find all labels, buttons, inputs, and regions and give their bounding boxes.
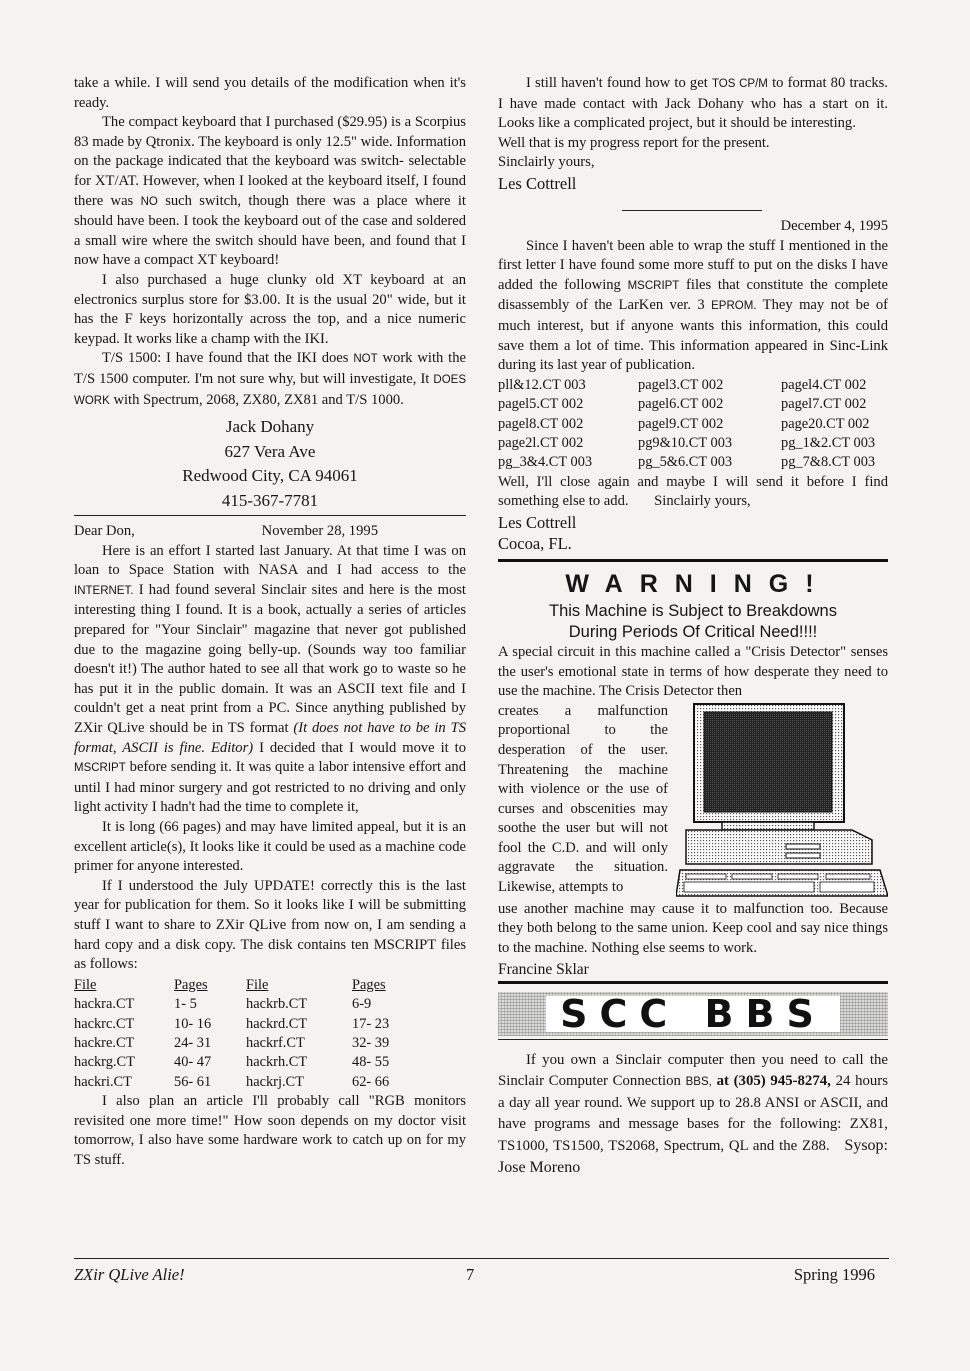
letter-header bbox=[74, 522, 466, 542]
letter-date: November 28, 1995 bbox=[261, 523, 378, 540]
paragraph: If you own a Sinclair computer then you need to call the Sinclair Computer Connection BBS, at (305) 945-8274, 24 hours a day all year round. We support up to 28.8 ANSI or ASCII, and have programs and message bases for the following: ZX81, TS1000, TS1500, TS2068, Spectrum, QL and the Z88. Sysop: Jose Moreno bbox=[498, 1051, 888, 1176]
closing: Sinclairly yours, bbox=[498, 154, 595, 171]
paragraph: It is long (66 pages) and may have limited appeal, but it is an excellent article(s), It looks like it could be used as a machine code primer for anyone interested. bbox=[74, 819, 466, 875]
paragraph: Since I haven't been able to wrap the stuff I mentioned in the first letter I have found some more stuff to put on the disks I have added the following MSCRIPT files that constitute the complete disassembly of the LarKen ver. 3 EPROM. They may not be of much interest, but if anyone wants this information, this could save them a lot of time. This information appeared in Sinc-Link during its last year of publication. bbox=[498, 237, 888, 374]
signature-city: Cocoa, FL. bbox=[498, 533, 572, 553]
paragraph: creates a malfunction proportional to the desperation of the user. Threatening the machine with violence or the use of curses and obscenities may soothe the user but will not fool the C.D. and will only aggravate the situation. Likewise, attempts to bbox=[498, 702, 668, 896]
bbs-banner-box bbox=[546, 991, 840, 1036]
signature: Les Cottrell bbox=[498, 173, 577, 193]
warning-subtitle: During Periods Of Critical Need!!!! bbox=[568, 622, 818, 641]
letter-date: December 4, 1995 bbox=[780, 217, 888, 234]
paragraph: I also purchased a huge clunky old XT keyboard at an electronics surplus store for $3.00. It is the usual 20" wide, but it has the F keys horizontally across the top, and a nice numeric keypad. It works like a champ with the IKI. bbox=[74, 271, 466, 347]
paragraph: A special circuit in this machine called a "Crisis Detector" senses the user's emotional state in terms of how desperate they need to use the machine. The Crisis Detector then bbox=[498, 643, 888, 700]
paragraph: I still haven't found how to get TOS CP/M to format 80 tracks. I have made contact with Jack Dohany who has a start on it. Looks like a complicated project, but it should be interesting. bbox=[498, 75, 888, 132]
footer-issue: Spring 1996 bbox=[793, 1265, 875, 1284]
greeting: Dear Don, bbox=[74, 523, 135, 540]
paragraph: T/S 1500: I have found that the IKI does NOT work with the T/S 1500 computer. I'm not sure why, but will investigate, It DOES WORK with Spectrum, 2068, ZX80, ZX81 and T/S 1000. bbox=[74, 350, 467, 408]
table-row: hackrc.CT 10- 16 hackrd.CT 17- 23 bbox=[74, 1015, 390, 1032]
page-number: 7 bbox=[466, 1265, 475, 1284]
table-row: pagel8.CT 002 pagel9.CT 002 page20.CT 002 bbox=[498, 415, 870, 432]
address-city: Redwood City, CA 94061 bbox=[182, 466, 358, 486]
bbs-banner bbox=[498, 992, 888, 1036]
paragraph: Here is an effort I started last January. At that time I was on loan to Space Station with NASA and I had access to the INTERNET. I had found several Sinclair sites and here is the most interesting thing I found. It is a book, actually a series of articles prepared for "Your Sinclair" magazine that never got published due to the magazine going belly-up. (Sounds way too familiar doesn't it!) The author hated to see all that work go to waste so he has put it in the public domain. It was an ASCII text file and I couldn't get a neat print from a PC. Since anything published by ZXir QLive should be in TS format (It does not have to be in TS format, ASCII is fine. Editor) I decided that I would move it to MSCRIPT before sending it. It was quite a labor intensive effort and until I had minor surgery and got restricted to no driving and only light activity I hadn't had the time to complete it, bbox=[74, 542, 466, 816]
warning-title: WARNING! bbox=[565, 569, 831, 598]
paragraph: I also plan an article I'll probably call "RGB monitors revisited one more time!" How soon depends on my doctor visit tomorrow, I also have some hardware work to catch up on for my TS stuff. bbox=[74, 1093, 466, 1168]
table-row: hackrg.CT 40- 47 hackrh.CT 48- 55 bbox=[74, 1054, 390, 1071]
page-footer bbox=[74, 1258, 889, 1284]
col-header: Pages bbox=[352, 976, 386, 993]
table-row: hackra.CT 1- 5 hackrb.CT 6-9 bbox=[74, 996, 372, 1013]
paragraph: If I understood the July UPDATE! correctly this is the last year for publication for them. So it looks like I will be submitting stuff I want to share to ZXir QLive from now on, I am sending a hard copy and a disk copy. The disk contains ten MSCRIPT files as follows: bbox=[74, 877, 466, 973]
bbs-banner-text: SCC BBS bbox=[560, 991, 826, 1036]
address-name: Jack Dohany bbox=[225, 417, 315, 437]
warning-subtitle: This Machine is Subject to Breakdowns bbox=[549, 601, 837, 620]
left-column bbox=[74, 74, 466, 1171]
computer-illustration bbox=[676, 702, 888, 898]
sysop: Sysop: Jose Moreno bbox=[498, 1136, 888, 1176]
right-column bbox=[498, 74, 888, 1179]
address-block bbox=[74, 415, 466, 513]
table-row: page2l.CT 002 pg9&10.CT 003 pg_1&2.CT 003 bbox=[498, 434, 876, 451]
table-row: pagel5.CT 002 pagel6.CT 002 pagel7.CT 002 bbox=[498, 396, 867, 413]
table-row: hackre.CT 24- 31 hackrf.CT 32- 39 bbox=[74, 1034, 390, 1051]
table-row: hackri.CT 56- 61 hackrj.CT 62- 66 bbox=[74, 1073, 390, 1090]
warning-author: Francine Sklar bbox=[498, 960, 589, 978]
col-header: File bbox=[246, 976, 269, 993]
divider bbox=[622, 210, 762, 211]
divider bbox=[498, 1039, 888, 1040]
table-header-row bbox=[74, 976, 414, 995]
signature: Les Cottrell bbox=[498, 512, 577, 532]
paragraph: Well that is my progress report for the present. bbox=[498, 134, 770, 151]
address-phone: 415-367-7781 bbox=[221, 490, 319, 510]
footer-title: ZXir QLive Alie! bbox=[74, 1265, 185, 1284]
files-table bbox=[74, 976, 414, 1092]
files-table-2 bbox=[498, 376, 888, 473]
paragraph: The compact keyboard that I purchased ($29.95) is a Scorpius 83 made by Qtronix. The keyboard is only 12.5" wide. Information on the package indicated that the keyboard was switch- selectable for XT/AT. However, when I looked at the keyboard itself, I found there was NO such switch, though there was a place where it should have been. I took the keyboard out of the case and soldered a small wire where the switch should have been, and found that I now have a compact XT keyboard! bbox=[74, 114, 466, 269]
col-header: Pages bbox=[174, 976, 208, 993]
paragraph: Well, I'll close again and maybe I will send it before I find something else to add. Sinclairly yours, bbox=[498, 473, 888, 510]
divider bbox=[74, 515, 466, 516]
section-divider bbox=[498, 559, 888, 562]
address-street: 627 Vera Ave bbox=[224, 441, 316, 461]
table-row: pg_3&4.CT 003 pg_5&6.CT 003 pg_7&8.CT 003 bbox=[498, 454, 876, 471]
paragraph: take a while. I will send you details of the modification when it's ready. bbox=[74, 75, 466, 111]
table-row: pll&12.CT 003 pagel3.CT 002 pagel4.CT 002 bbox=[498, 376, 867, 393]
crisis-section bbox=[498, 702, 888, 898]
col-header: File bbox=[74, 976, 97, 993]
section-divider bbox=[498, 981, 888, 984]
paragraph: use another machine may cause it to malfunction too. Because they both belong to the same union. Keep cool and say nice things to the machine. Nothing else seems to work. bbox=[498, 900, 888, 956]
